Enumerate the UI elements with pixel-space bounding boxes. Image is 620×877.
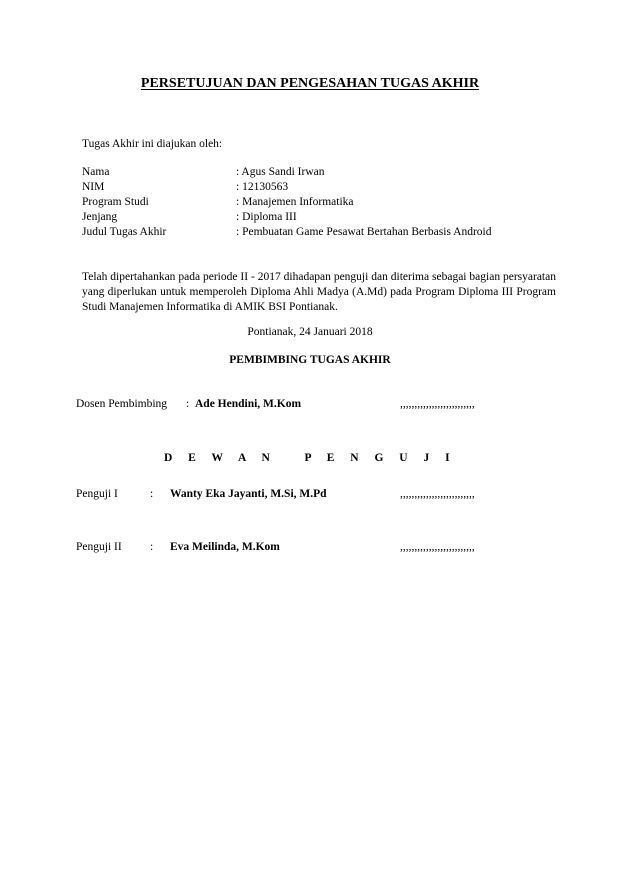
examiner-2-label: Penguji II [76,541,122,553]
examiner-1-name: Wanty Eka Jayanti, M.Si, M.Pd [170,488,327,500]
document-title: PERSETUJUAN DAN PENGESAHAN TUGAS AKHIR [140,76,480,91]
examiner-2-name: Eva Meilinda, M.Kom [170,541,280,553]
field-value-nim: : 12130563 [236,181,289,193]
field-label-level: Jenjang [82,211,118,223]
advisor-separator: : [186,398,190,410]
field-label-name: Nama [82,166,110,178]
advisor-label: Dosen Pembimbing [76,398,168,410]
examiner-2-signature-line: ,,,,,,,,,,,,,,,,,,,,,,,,,, [400,541,475,553]
examiner-2-separator: : [150,541,154,553]
field-label-thesis-title: Judul Tugas Akhir [82,226,167,238]
advisor-name: Ade Hendini, M.Kom [195,398,302,410]
examiner-1-signature-line: ,,,,,,,,,,,,,,,,,,,,,,,,,, [400,488,475,500]
field-value-thesis-title: : Pembuatan Game Pesawat Bertahan Berbasis Android [236,226,492,238]
place-date: Pontianak, 24 Januari 2018 [247,326,373,338]
advisor-heading: PEMBIMBING TUGAS AKHIR [229,354,391,366]
approval-paragraph: Telah dipertahankan pada periode II - 2017 dihadapan penguji dan diterima sebagai bagian persyaratan yang diperlukan untuk memperoleh Diploma Ahli Madya (A.Md) pada Program Diploma III Program Studi Manajemen Informatika di AMIK BSI Pontianak. [82,271,556,313]
advisor-signature-line: ,,,,,,,,,,,,,,,,,,,,,,,,,, [400,398,475,410]
field-label-program: Program Studi [82,196,149,208]
examiner-1-separator: : [150,488,154,500]
examiner-1-label: Penguji I [76,488,118,500]
intro-text: Tugas Akhir ini diajukan oleh: [82,138,223,150]
examiners-heading: D E W A N P E N G U J I [163,452,457,464]
field-value-program: : Manajemen Informatika [236,196,354,208]
field-value-level: : Diploma III [236,211,297,223]
field-label-nim: NIM [82,181,105,193]
field-value-name: : Agus Sandi Irwan [236,166,325,178]
